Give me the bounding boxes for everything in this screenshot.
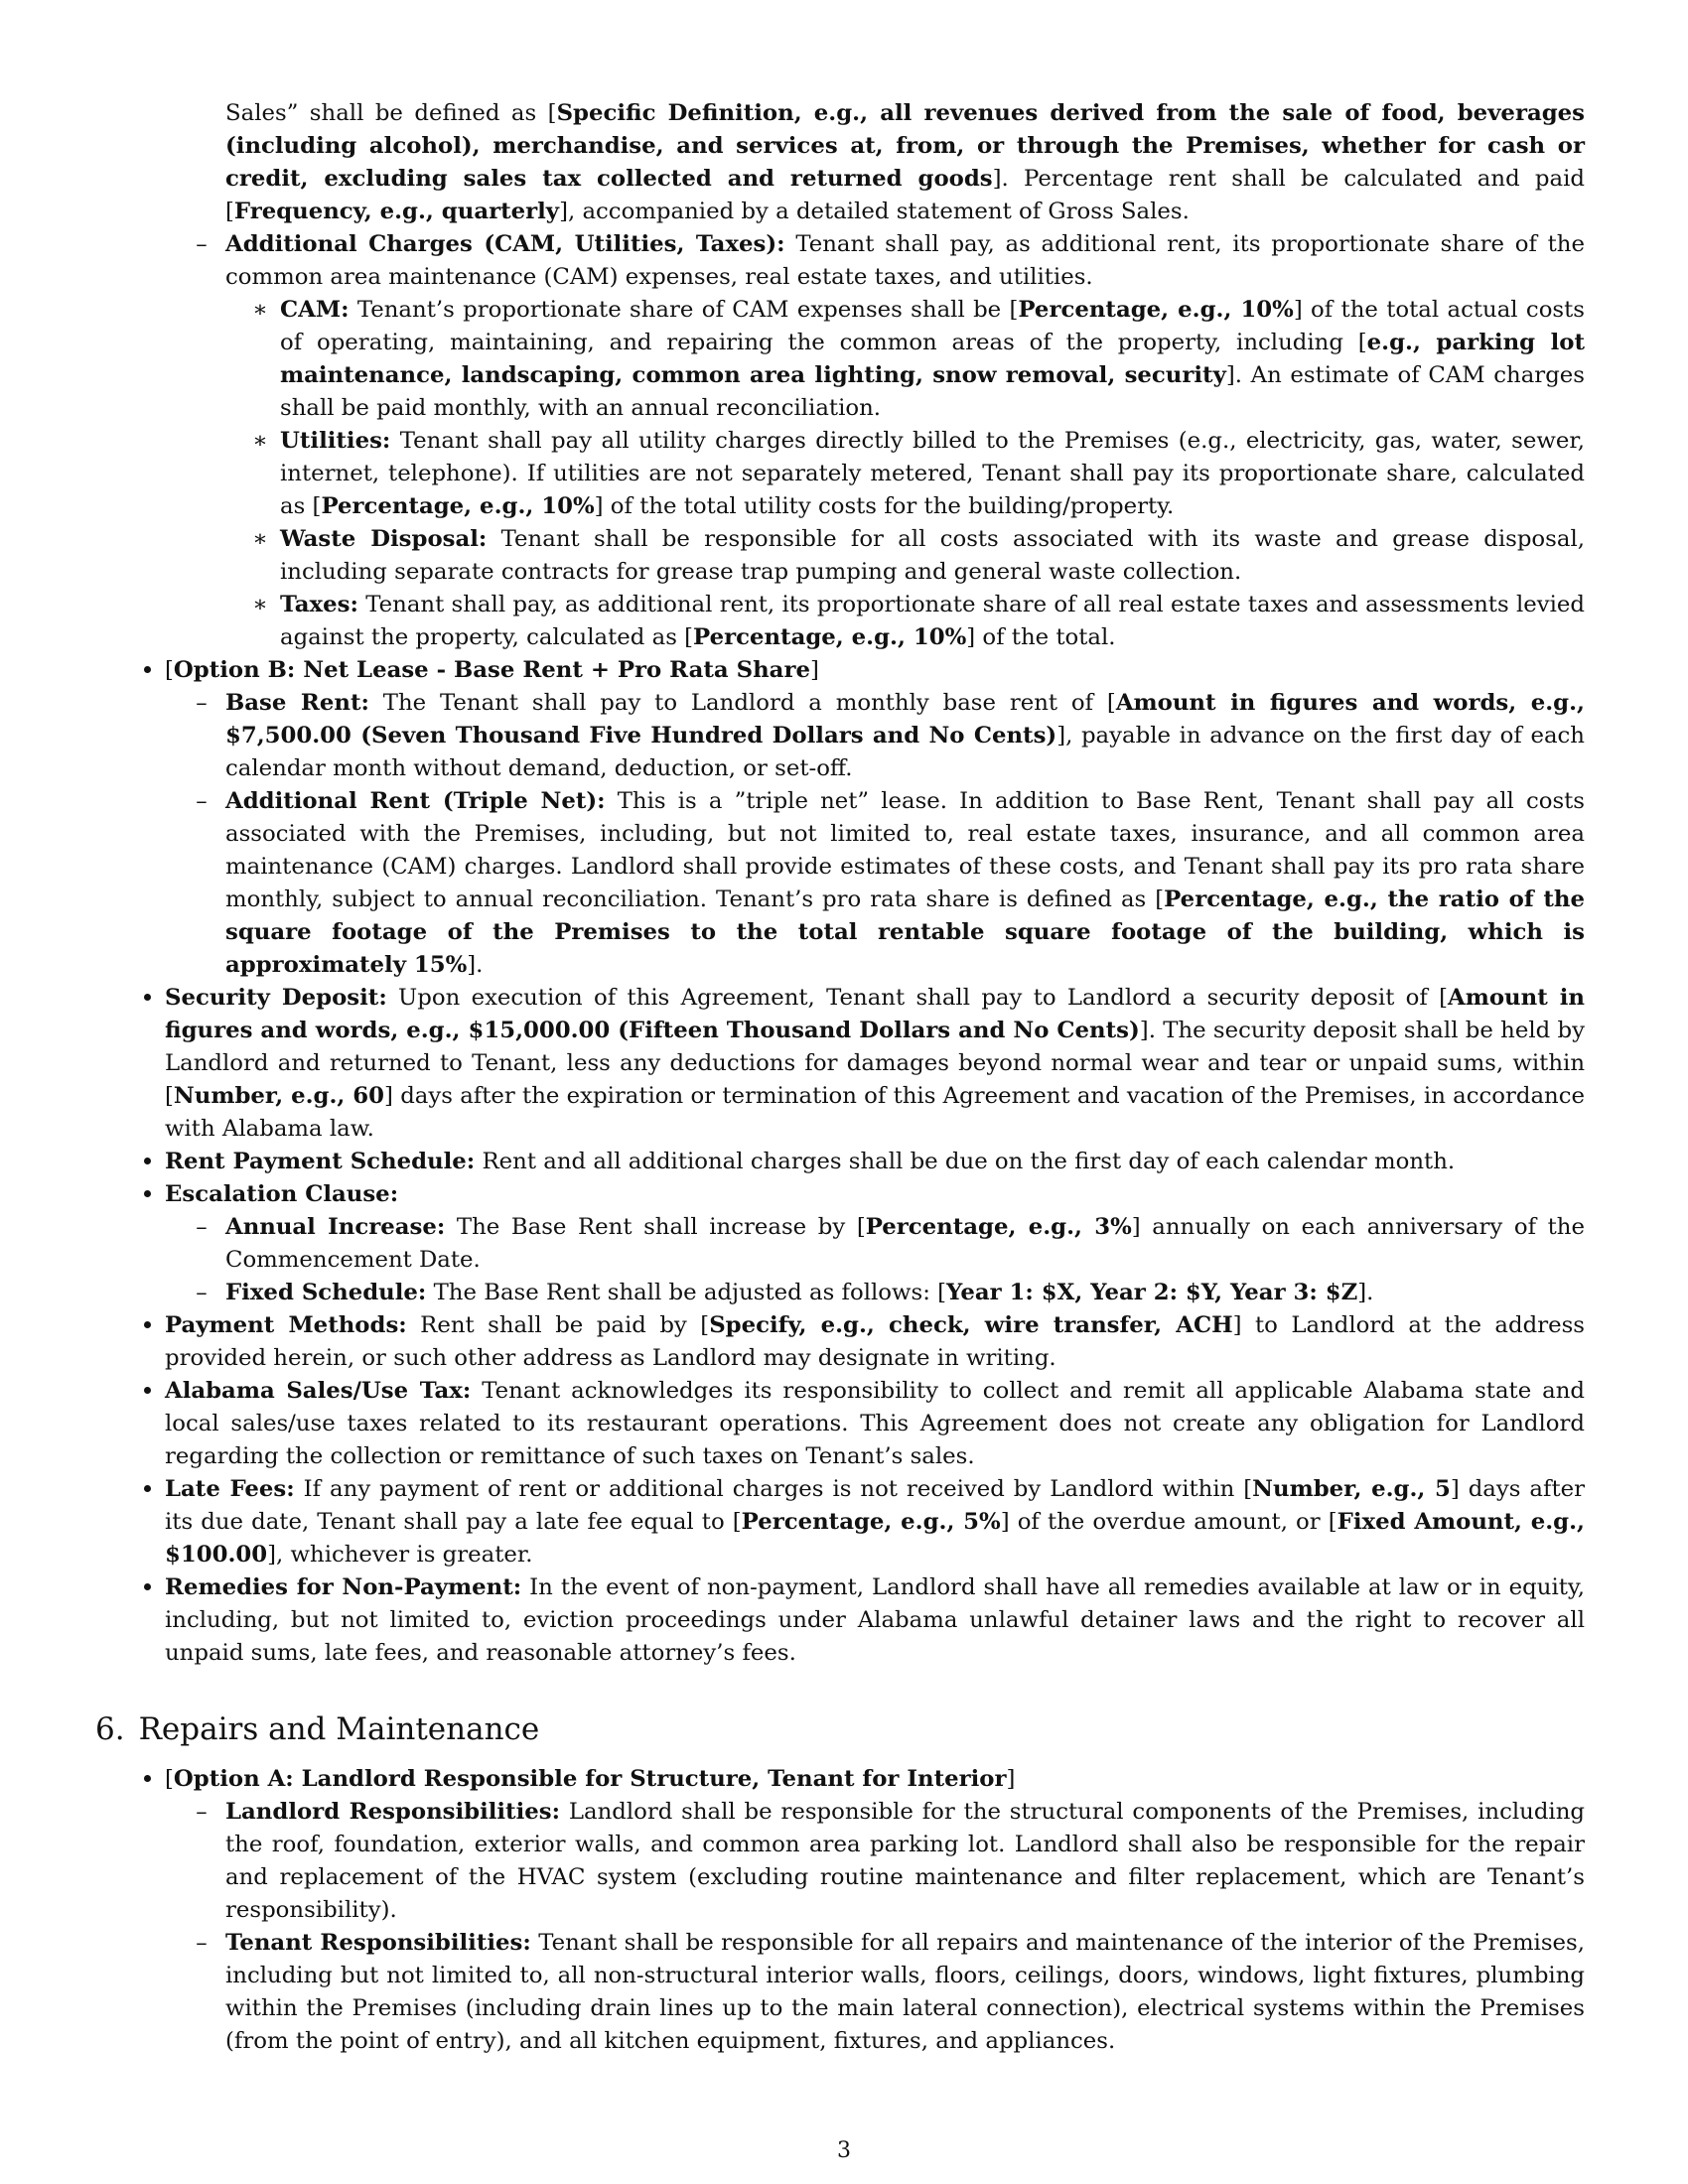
bullet-payment-methods xyxy=(165,1309,1585,1375)
text-run: [ xyxy=(165,1766,174,1792)
text-run: ] to Landlord at the address provided herein, or such other address as Landlord may designate in writing. xyxy=(165,1312,1586,1371)
bold-run: Frequency, e.g., quarterly xyxy=(233,199,560,224)
bold-run: Specific Definition, e.g., all revenues derived from the sale of food, beverages (including alcohol), merchandise, and services at, from, or through the Premises, whether for cash or credit, excluding sales tax collected and returned goods xyxy=(225,100,1585,192)
charge-subitem-cam xyxy=(252,294,1586,425)
asterisk-marker: ∗ xyxy=(252,428,268,454)
page-content xyxy=(95,97,1585,2058)
bullet-dot-icon xyxy=(137,1375,157,1408)
dash-marker: – xyxy=(196,231,208,257)
tenant-responsibilities-item xyxy=(196,1927,1585,2058)
escalation-fixed-schedule xyxy=(196,1277,1585,1309)
bullet-dot-icon xyxy=(137,1309,157,1342)
text-run: ] of the overdue amount, or [ xyxy=(1000,1509,1337,1535)
text-run: If any payment of rent or additional charges is not received by Landlord within [ xyxy=(294,1476,1253,1502)
dash-marker: – xyxy=(196,788,208,814)
bold-run: Specify, e.g., check, wire transfer, ACH xyxy=(709,1312,1233,1338)
escalation-clause-text xyxy=(165,1181,398,1207)
bold-run: Landlord Responsibilities: xyxy=(225,1799,561,1825)
percentage-rent-continuation xyxy=(225,97,1585,228)
text-run: Tenant shall be responsible for all repairs and maintenance of the interior of the Premises, including but not limited to, all non-structural interior walls, floors, ceilings, doors, windows, light fixtures, plumbing within the Premises (including drain lines up to the main lateral connection), electrical systems within the Premises (from the point of entry), and all kitchen equipment, fixtures, and appliances. xyxy=(225,1930,1585,2054)
bold-run: Rent Payment Schedule: xyxy=(165,1149,476,1174)
bullet-dot-icon xyxy=(137,1146,157,1178)
bullet-remedies-non-payment xyxy=(165,1571,1585,1670)
asterisk-marker: ∗ xyxy=(252,592,268,617)
section-heading xyxy=(95,1709,1585,1749)
text-run: The Tenant shall pay to Landlord a monthly base rent of [ xyxy=(368,690,1116,716)
page-number: 3 xyxy=(837,2138,851,2163)
bold-run: Taxes: xyxy=(280,592,358,617)
bullet-alabama-sales-tax xyxy=(165,1375,1585,1473)
bold-run: Percentage, e.g., the ratio of the square footage of the Premises to the total rentable square footage of the building, which is approximately 15% xyxy=(225,887,1585,978)
bold-run: Percentage, e.g., 10% xyxy=(1018,297,1294,323)
bullet-dot-icon xyxy=(137,1571,157,1604)
text-run: ], payable in advance on the first day of each calendar month without demand, deduction, or set-off. xyxy=(225,723,1585,781)
text-run: ] of the total actual costs of operating, maintaining, and repairing the common areas of the property, including [ xyxy=(280,297,1585,355)
text-run: Tenant shall pay, as additional rent, its proportionate share of all real estate taxes and assessments levied against the property, calculated as [ xyxy=(280,592,1585,650)
bold-run: Annual Increase: xyxy=(225,1214,446,1240)
bold-run: Number, e.g., 60 xyxy=(173,1083,385,1109)
utilities-text xyxy=(280,428,1585,519)
text-run: ] xyxy=(809,657,819,683)
bullet-dot-icon xyxy=(137,982,157,1015)
bold-run: Waste Disposal: xyxy=(280,526,488,552)
option-b-base-rent xyxy=(196,687,1585,785)
dash-marker: – xyxy=(196,1799,208,1825)
fixed-schedule-text xyxy=(225,1280,1373,1305)
text-run: ] days after the expiration or termination of this Agreement and vacation of the Premises, in accordance with Alabama law. xyxy=(165,1083,1586,1142)
text-run: Tenant shall be responsible for all costs associated with its waste and grease disposal, including separate contracts for grease trap pumping and general waste collection. xyxy=(280,526,1585,585)
waste-disposal-text xyxy=(280,526,1585,585)
text-run: ], accompanied by a detailed statement of Gross Sales. xyxy=(559,199,1190,224)
bullet-option-a xyxy=(165,1763,1585,1796)
additional-charges-item xyxy=(196,228,1585,294)
text-run: Landlord shall be responsible for the structural components of the Premises, including the roof, foundation, exterior walls, and common area parking lot. Landlord shall also be responsible for the repair and replacement of the HVAC system (excluding routine maintenance and filter replacement, which are Tenant’s responsibility). xyxy=(225,1799,1585,1923)
remedies-text xyxy=(165,1574,1585,1666)
additional-charges-text xyxy=(225,231,1585,290)
cam-text xyxy=(280,297,1585,421)
charge-subitem-taxes xyxy=(252,589,1585,654)
section-number: 6. xyxy=(95,1711,125,1747)
text-run: Tenant acknowledges its responsibility to collect and remit all applicable Alabama state and local sales/use taxes related to its restaurant operations. This Agreement does not create any obligation for Landlord regarding the collection or remittance of such taxes on Tenant’s sales. xyxy=(165,1378,1585,1469)
bullet-option-b xyxy=(165,654,1585,687)
asterisk-marker: ∗ xyxy=(252,297,268,323)
additional-rent-text xyxy=(225,788,1585,978)
escalation-annual-increase xyxy=(196,1211,1585,1277)
text-run: Upon execution of this Agreement, Tenant shall pay to Landlord a security deposit of [ xyxy=(386,985,1449,1011)
section-title: Repairs and Maintenance xyxy=(138,1711,540,1747)
text-run: Tenant’s proportionate share of CAM expenses shall be [ xyxy=(349,297,1019,323)
text-run: ]. An estimate of CAM charges shall be paid monthly, with an annual reconciliation. xyxy=(280,362,1585,421)
asterisk-marker: ∗ xyxy=(252,526,268,552)
late-fees-text xyxy=(165,1476,1585,1568)
text-run: The Base Rent shall be adjusted as follows: [ xyxy=(426,1280,947,1305)
bold-run: Fixed Amount, e.g., $100.00 xyxy=(165,1509,1585,1568)
bullet-escalation-clause xyxy=(165,1178,1585,1211)
bullet-rent-payment-schedule xyxy=(165,1146,1585,1178)
text-run: ] days after its due date, Tenant shall pay a late fee equal to [ xyxy=(165,1476,1585,1535)
bold-run: Amount in figures and words, e.g., $15,000.00 (Fifteen Thousand Dollars and No Cents) xyxy=(165,985,1585,1043)
text-run: ]. xyxy=(1357,1280,1374,1305)
bold-run: Percentage, e.g., 10% xyxy=(321,493,595,519)
bold-run: Option B: Net Lease - Base Rent + Pro Rata Share xyxy=(173,657,810,683)
bold-run: Year 1: $X, Year 2: $Y, Year 3: $Z xyxy=(946,1280,1358,1305)
charge-subitem-waste-disposal xyxy=(252,523,1585,589)
bold-run: Alabama Sales/Use Tax: xyxy=(165,1378,472,1404)
bold-run: Tenant Responsibilities: xyxy=(225,1930,531,1956)
bold-run: Security Deposit: xyxy=(165,985,387,1011)
bold-run: Number, e.g., 5 xyxy=(1252,1476,1451,1502)
bold-run: e.g., parking lot maintenance, landscaping, common area lighting, snow removal, security xyxy=(280,330,1586,388)
bold-run: CAM: xyxy=(280,297,350,323)
annual-increase-text xyxy=(225,1214,1585,1273)
bold-run: Option A: Landlord Responsible for Structure, Tenant for Interior xyxy=(173,1766,1007,1792)
text-run: ] xyxy=(1006,1766,1016,1792)
continuation-text xyxy=(225,100,1585,224)
payment-methods-text xyxy=(165,1312,1585,1371)
bold-run: Base Rent: xyxy=(225,690,369,716)
bold-run: Amount in figures and words, e.g., $7,500.00 (Seven Thousand Five Hundred Dollars and No Cents) xyxy=(225,690,1585,749)
option-a-text xyxy=(165,1766,1015,1792)
alabama-sales-tax-text xyxy=(165,1378,1585,1469)
option-b-additional-rent xyxy=(196,785,1585,982)
taxes-text xyxy=(280,592,1585,650)
text-run: ]. Percentage rent shall be calculated and paid [ xyxy=(225,166,1585,224)
dash-marker: – xyxy=(196,1280,208,1305)
bold-run: Remedies for Non-Payment: xyxy=(165,1574,522,1600)
dash-marker: – xyxy=(196,1930,208,1956)
text-run: Sales” shall be defined as [ xyxy=(225,100,557,126)
security-deposit-text xyxy=(165,985,1585,1142)
text-run: [ xyxy=(165,657,174,683)
option-b-text xyxy=(165,657,819,683)
bullet-dot-icon xyxy=(137,1178,157,1211)
rent-payment-schedule-text xyxy=(165,1149,1455,1174)
text-run: Rent shall be paid by [ xyxy=(406,1312,710,1338)
bold-run: Payment Methods: xyxy=(165,1312,407,1338)
bullet-dot-icon xyxy=(137,654,157,687)
base-rent-text xyxy=(225,690,1585,781)
text-run: This is a ”triple net” lease. In addition to Base Rent, Tenant shall pay all costs associated with the Premises, including, but not limited to, real estate taxes, insurance, and all common area maintenance (CAM) charges. Landlord shall provide estimates of these costs, and Tenant shall pay its pro rata share monthly, subject to annual reconciliation. Tenant’s pro rata share is defined as [ xyxy=(225,788,1585,912)
bullet-dot-icon xyxy=(137,1763,157,1796)
text-run: ]. The security deposit shall be held by Landlord and returned to Tenant, less any deductions for damages beyond normal wear and tear or unpaid sums, within [ xyxy=(165,1018,1585,1109)
bold-run: Percentage, e.g., 3% xyxy=(865,1214,1132,1240)
bullet-dot-icon xyxy=(137,1473,157,1506)
dash-marker: – xyxy=(196,1214,208,1240)
bullet-security-deposit xyxy=(165,982,1585,1146)
text-run: ] of the total utility costs for the building/property. xyxy=(594,493,1175,519)
text-run: ], whichever is greater. xyxy=(267,1542,533,1568)
bold-run: Utilities: xyxy=(280,428,391,454)
text-run: Tenant shall pay, as additional rent, its proportionate share of the common area maintenance (CAM) expenses, real estate taxes, and utilities. xyxy=(225,231,1585,290)
bold-run: Fixed Schedule: xyxy=(225,1280,427,1305)
bold-run: Percentage, e.g., 10% xyxy=(693,624,967,650)
text-run: ] of the total. xyxy=(966,624,1116,650)
text-run: Rent and all additional charges shall be due on the first day of each calendar month. xyxy=(475,1149,1456,1174)
bold-run: Escalation Clause: xyxy=(165,1181,399,1207)
bullet-late-fees xyxy=(165,1473,1585,1571)
text-run: ] annually on each anniversary of the Commencement Date. xyxy=(225,1214,1585,1273)
tenant-responsibilities-text xyxy=(225,1930,1585,2054)
text-run: Tenant shall pay all utility charges directly billed to the Premises (e.g., electricity, gas, water, sewer, internet, telephone). If utilities are not separately metered, Tenant shall pay its proportionate share, calculated as [ xyxy=(280,428,1585,519)
text-run: In the event of non-payment, Landlord shall have all remedies available at law or in equity, including, but not limited to, eviction proceedings under Alabama unlawful detainer laws and the right to recover all unpaid sums, late fees, and reasonable attorney’s fees. xyxy=(165,1574,1585,1666)
bold-run: Additional Charges (CAM, Utilities, Taxes): xyxy=(225,231,785,257)
text-run: The Base Rent shall increase by [ xyxy=(445,1214,866,1240)
landlord-responsibilities-text xyxy=(225,1799,1585,1923)
dash-marker: – xyxy=(196,690,208,716)
bold-run: Late Fees: xyxy=(165,1476,295,1502)
text-run: ]. xyxy=(467,952,484,978)
charge-subitem-utilities xyxy=(252,425,1585,523)
landlord-responsibilities-item xyxy=(196,1796,1585,1927)
bold-run: Percentage, e.g., 5% xyxy=(741,1509,1001,1535)
bold-run: Additional Rent (Triple Net): xyxy=(225,788,606,814)
